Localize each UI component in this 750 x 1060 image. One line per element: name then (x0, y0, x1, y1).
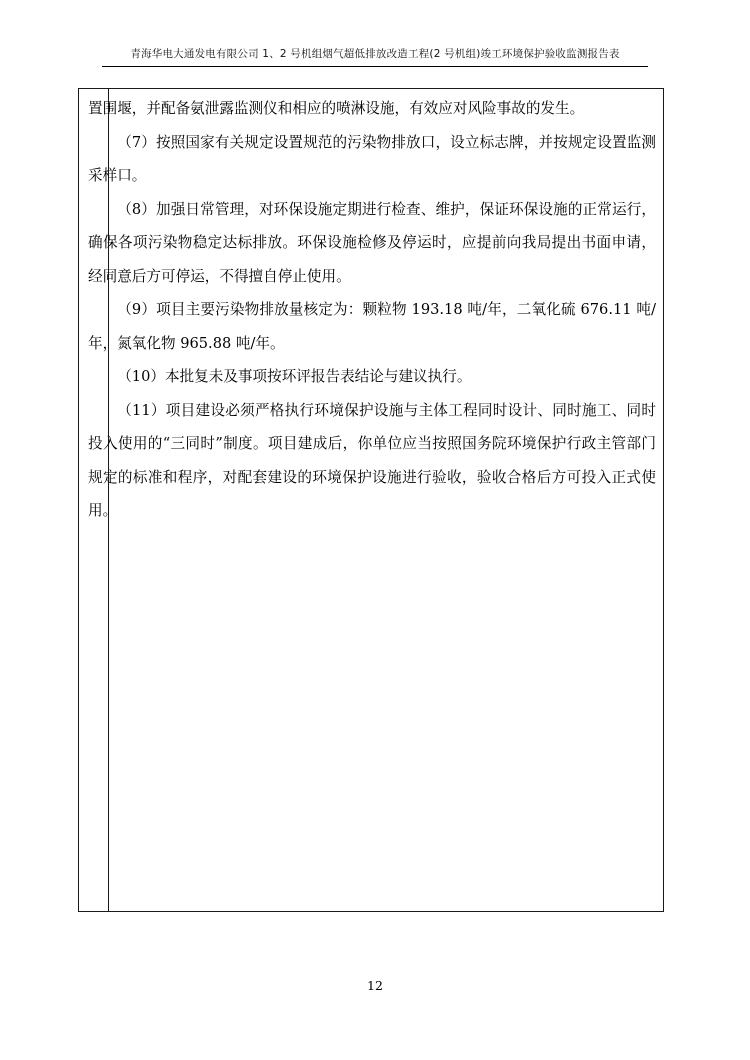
document-body (88, 92, 656, 528)
paragraph-item-7: （7）按照国家有关规定设置规范的污染物排放口，设立标志牌，并按规定设置监测采样口。 (88, 133, 656, 184)
paragraph-item-11: （11）项目建设必须严格执行环境保护设施与主体工程同时设计、同时施工、同时投入使用的“三同时”制度。项目建成后，你单位应当按照国务院环境保护行政主管部门规定的标准和程序，对配套建设的环境保护设施进行验收，验收合格后方可投入正式使用。 (88, 401, 656, 519)
page-number: 12 (367, 978, 383, 993)
paragraph-continued: 置围堰，并配备氨泄露监测仪和相应的喷淋设施，有效应对风险事故的发生。 (88, 100, 585, 117)
paragraph-item-10: （10）本批复未及事项按环评报告表结论与建议执行。 (117, 368, 472, 385)
header-divider-rule (102, 66, 648, 67)
paragraph-item-9: （9）项目主要污染物排放量核定为：颗粒物 193.18 吨/年，二氧化硫 676.11 吨/年，氮氧化物 965.88 吨/年。 (88, 301, 656, 352)
paragraph-item-8: （8）加强日常管理，对环保设施定期进行检查、维护，保证环保设施的正常运行，确保各项污染物稳定达标排放。环保设施检修及停运时，应提前向我局提出书面申请，经同意后方可停运，不得擅自停止使用。 (88, 200, 656, 285)
page-header-title: 青海华电大通发电有限公司 1、2 号机组烟气超低排放改造工程(2 号机组)竣工环境保护验收监测报告表 (130, 48, 620, 60)
